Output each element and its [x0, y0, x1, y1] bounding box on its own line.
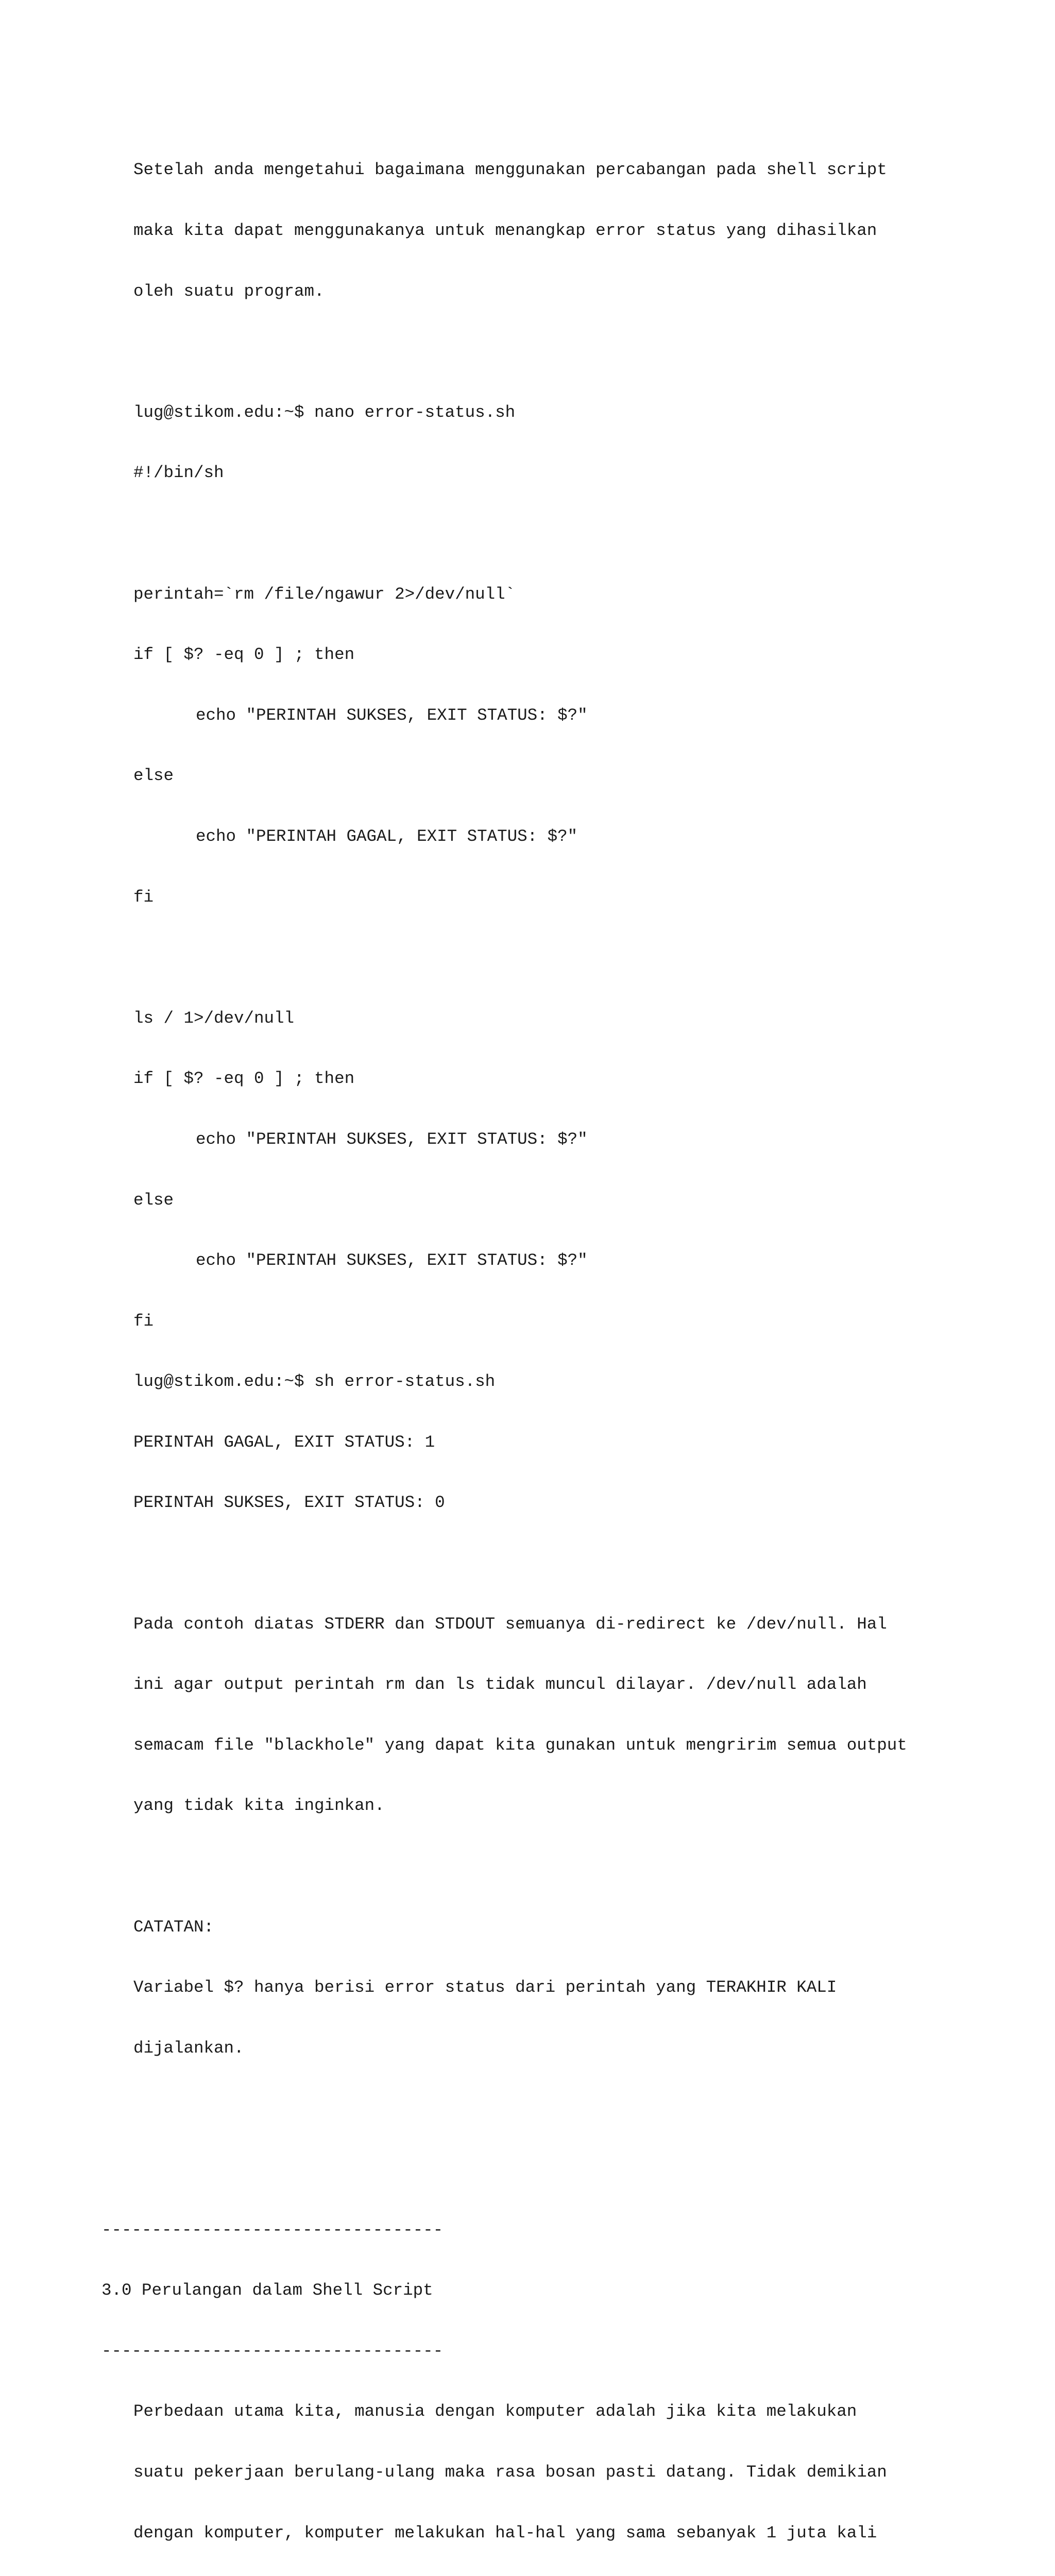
section-heading: 3.0 Perulangan dalam Shell Script — [101, 2281, 433, 2300]
blank-line — [0, 2159, 907, 2179]
blank-line — [0, 1553, 907, 1573]
section-rule-top: ---------------------------------- — [101, 2220, 444, 2240]
code-fi-2: fi — [133, 1311, 154, 1331]
blank-line — [0, 2098, 907, 2119]
code-fi-1: fi — [133, 887, 154, 907]
code-echo-else-2: echo "PERINTAH SUKSES, EXIT STATUS: $?" — [196, 1251, 588, 1270]
code-cmd-sh: lug@stikom.edu:~$ sh error-status.sh — [133, 1372, 496, 1392]
code-if-1: if [ $? -eq 0 ] ; then — [133, 645, 355, 665]
code-echo-fail-1: echo "PERINTAH GAGAL, EXIT STATUS: $?" — [196, 826, 578, 846]
code-echo-success-1: echo "PERINTAH SUKSES, EXIT STATUS: $?" — [196, 705, 588, 725]
blank-line — [0, 1856, 907, 1876]
explain-line-4: yang tidak kita inginkan. — [133, 1796, 385, 1816]
note-label: CATATAN: — [133, 1917, 214, 1937]
code-if-2: if [ $? -eq 0 ] ; then — [133, 1069, 355, 1089]
blank-line — [0, 947, 907, 968]
code-cmd-nano: lug@stikom.edu:~$ nano error-status.sh — [133, 402, 516, 422]
document-text — [0, 120, 907, 2576]
note-line-1: Variabel $? hanya berisi error status dari perintah yang TERAKHIR KALI — [133, 1978, 837, 1997]
blank-line — [0, 523, 907, 544]
para1-line-2: suatu pekerjaan berulang-ulang maka rasa bosan pasti datang. Tidak demikian — [133, 2462, 887, 2482]
intro-line-3: oleh suatu program. — [133, 281, 325, 301]
note-line-2: dijalankan. — [133, 2038, 244, 2058]
para1-line-3: dengan komputer, komputer melakukan hal-hal yang sama sebanyak 1 juta kali — [133, 2523, 877, 2543]
intro-line-2: maka kita dapat menggunakanya untuk menangkap error status yang dihasilkan — [133, 221, 877, 240]
para1-line-1: Perbedaan utama kita, manusia dengan komputer adalah jika kita melakukan — [133, 2402, 857, 2421]
explain-line-3: semacam file "blackhole" yang dapat kita gunakan untuk mengririm semua output — [133, 1735, 907, 1755]
explain-line-2: ini agar output perintah rm dan ls tidak muncul dilayar. /dev/null adalah — [133, 1675, 867, 1694]
section-rule-bottom: ---------------------------------- — [101, 2341, 444, 2361]
code-output-1: PERINTAH GAGAL, EXIT STATUS: 1 — [133, 1432, 435, 1452]
intro-line-1: Setelah anda mengetahui bagaimana menggunakan percabangan pada shell script — [133, 160, 887, 180]
code-else-2: else — [133, 1190, 174, 1210]
code-assign: perintah=`rm /file/ngawur 2>/dev/null` — [133, 584, 516, 604]
blank-line — [0, 342, 907, 362]
code-output-2: PERINTAH SUKSES, EXIT STATUS: 0 — [133, 1493, 445, 1513]
code-echo-success-2: echo "PERINTAH SUKSES, EXIT STATUS: $?" — [196, 1129, 588, 1149]
code-ls: ls / 1>/dev/null — [133, 1008, 295, 1028]
code-shebang: #!/bin/sh — [133, 463, 224, 483]
explain-line-1: Pada contoh diatas STDERR dan STDOUT semuanya di-redirect ke /dev/null. Hal — [133, 1614, 887, 1634]
code-else-1: else — [133, 766, 174, 786]
